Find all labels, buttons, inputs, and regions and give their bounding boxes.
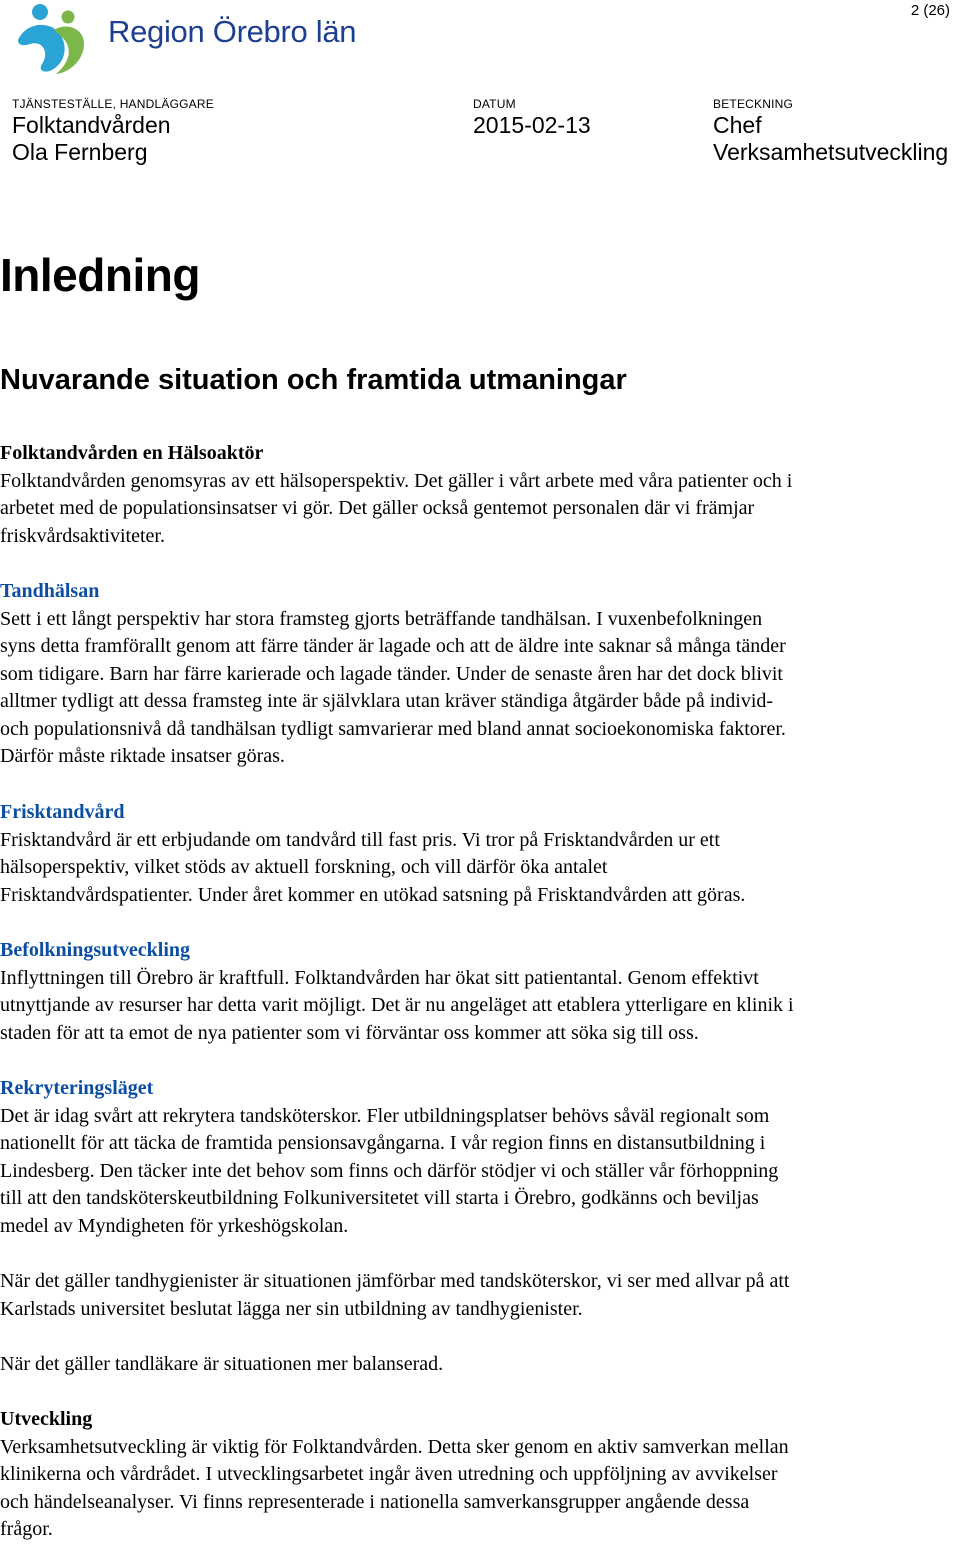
paragraph-line: nationellt för att täcka de framtida pensionsavgångarna. I vår region finns en distansutbildning i	[0, 1132, 766, 1154]
label-designation: BETECKNING	[713, 97, 794, 111]
handler-value: Ola Fernberg	[12, 139, 148, 165]
paragraph-line: När det gäller tandläkare är situationen mer balanserad.	[0, 1353, 444, 1375]
paragraph-line: Verksamhetsutveckling är viktig för Folktandvården. Detta sker genom en aktiv samverkan mellan	[0, 1435, 789, 1458]
section-heading: Befolkningsutveckling	[0, 939, 191, 961]
page-subtitle: Nuvarande situation och framtida utmaningar	[0, 364, 627, 396]
paragraph-line: friskvårdsaktiviteter.	[0, 524, 165, 547]
paragraph-line: Karlstads universitet beslutat lägga ner sin utbildning av tandhygienister.	[0, 1297, 583, 1320]
section-rekryteringslaget	[0, 1075, 960, 1240]
section-heading: Utveckling	[0, 1408, 93, 1430]
paragraph-tandlakare	[0, 1351, 960, 1379]
page-number: 2 (26)	[910, 2, 950, 19]
date-value: 2015-02-13	[473, 112, 591, 138]
paragraph-line: Frisktandvårdspatienter. Under året kommer en utökad satsning på Frisktandvården att göras.	[0, 883, 746, 906]
paragraph-line: Inflyttningen till Örebro är kraftfull. Folktandvården har ökat sitt patientantal. Genom effektivt	[0, 966, 759, 989]
paragraph-line: syns detta framförallt genom att färre tänder är lagade och att de äldre inte saknar så många tänder	[0, 635, 786, 657]
label-unit: TJÄNSTESTÄLLE, HANDLÄGGARE	[12, 97, 214, 111]
paragraph-line: och populationsnivå då tandhälsan tydligt samvarierar med bland annat socioekonomiska faktorer.	[0, 717, 786, 740]
paragraph-line: medel av Myndigheten för yrkeshögskolan.	[0, 1214, 349, 1237]
region-logo	[8, 0, 368, 80]
section-befolkningsutveckling	[0, 937, 960, 1047]
section-utveckling	[0, 1406, 960, 1544]
section-heading: Rekryteringsläget	[0, 1077, 154, 1099]
page-title: Inledning	[0, 249, 200, 301]
paragraph-line: som tidigare. Barn har färre karierade och lagade tänder. Under de senaste åren har det dock blivit	[0, 662, 783, 685]
section-frisktandvard	[0, 799, 960, 909]
section-heading: Frisktandvård	[0, 801, 125, 823]
designation-value-2: Verksamhetsutveckling	[713, 139, 949, 165]
paragraph-line: till att den tandsköterskeutbildning Folkuniversitetet vill starta i Örebro, godkänns och beviljas	[0, 1187, 759, 1209]
paragraph-line: alltmer tydligt att dessa framsteg inte är självklara utan kräver ständiga åtgärder både på individ-	[0, 690, 774, 712]
paragraph-line: staden för att ta emot de nya patienter som vi förväntar oss kommer att söka sig till oss.	[0, 1021, 699, 1044]
label-date: DATUM	[473, 97, 516, 111]
paragraph-line: och händelseanalyser. Vi finns representerade i nationella samverkansgrupper angående dessa	[0, 1490, 750, 1513]
logo-mark-icon	[8, 0, 100, 80]
section-halsoaktor	[0, 440, 960, 550]
paragraph-line: Det är idag svårt att rekrytera tandsköterskor. Fler utbildningsplatser behövs såväl regionalt som	[0, 1104, 770, 1127]
paragraph-line: arbetet med de populationsinsatser vi gör. Det gäller också gentemot personalen där vi främjar	[0, 497, 755, 519]
paragraph-line: Sett i ett långt perspektiv har stora framsteg gjorts beträffande tandhälsan. I vuxenbefolkningen	[0, 607, 763, 630]
paragraph-line: frågor.	[0, 1518, 53, 1540]
paragraph-line: hälsoperspektiv, vilket stöds av aktuell forskning, och vill därför öka antalet	[0, 856, 608, 878]
paragraph-tandhygienister	[0, 1268, 960, 1323]
paragraph-line: Lindesberg. Den täcker inte det behov som finns och därför stödjer vi och ställer vår förhoppning	[0, 1159, 779, 1182]
paragraph-line: Frisktandvård är ett erbjudande om tandvård till fast pris. Vi tror på Frisktandvården ur ett	[0, 828, 720, 851]
org-name: Region Örebro län	[108, 14, 357, 49]
designation-value-1: Chef	[713, 112, 762, 138]
unit-value: Folktandvården	[12, 112, 171, 138]
section-heading: Tandhälsan	[0, 580, 100, 602]
paragraph-line: När det gäller tandhygienister är situationen jämförbar med tandsköterskor, vi ser med allvar på att	[0, 1270, 790, 1292]
paragraph-line: Därför måste riktade insatser göras.	[0, 745, 285, 767]
section-tandhalsan	[0, 578, 960, 771]
paragraph-line: utnyttjande av resurser har detta varit möjligt. Det är nu angeläget att etablera ytterligare en klinik i	[0, 994, 794, 1016]
section-heading: Folktandvården en Hälsoaktör	[0, 442, 264, 464]
paragraph-line: Folktandvården genomsyras av ett hälsoperspektiv. Det gäller i vårt arbete med våra patienter och i	[0, 469, 793, 492]
paragraph-line: klinikerna och vårdrådet. I utvecklingsarbetet ingår även utredning och uppföljning av avvikelser	[0, 1463, 778, 1485]
